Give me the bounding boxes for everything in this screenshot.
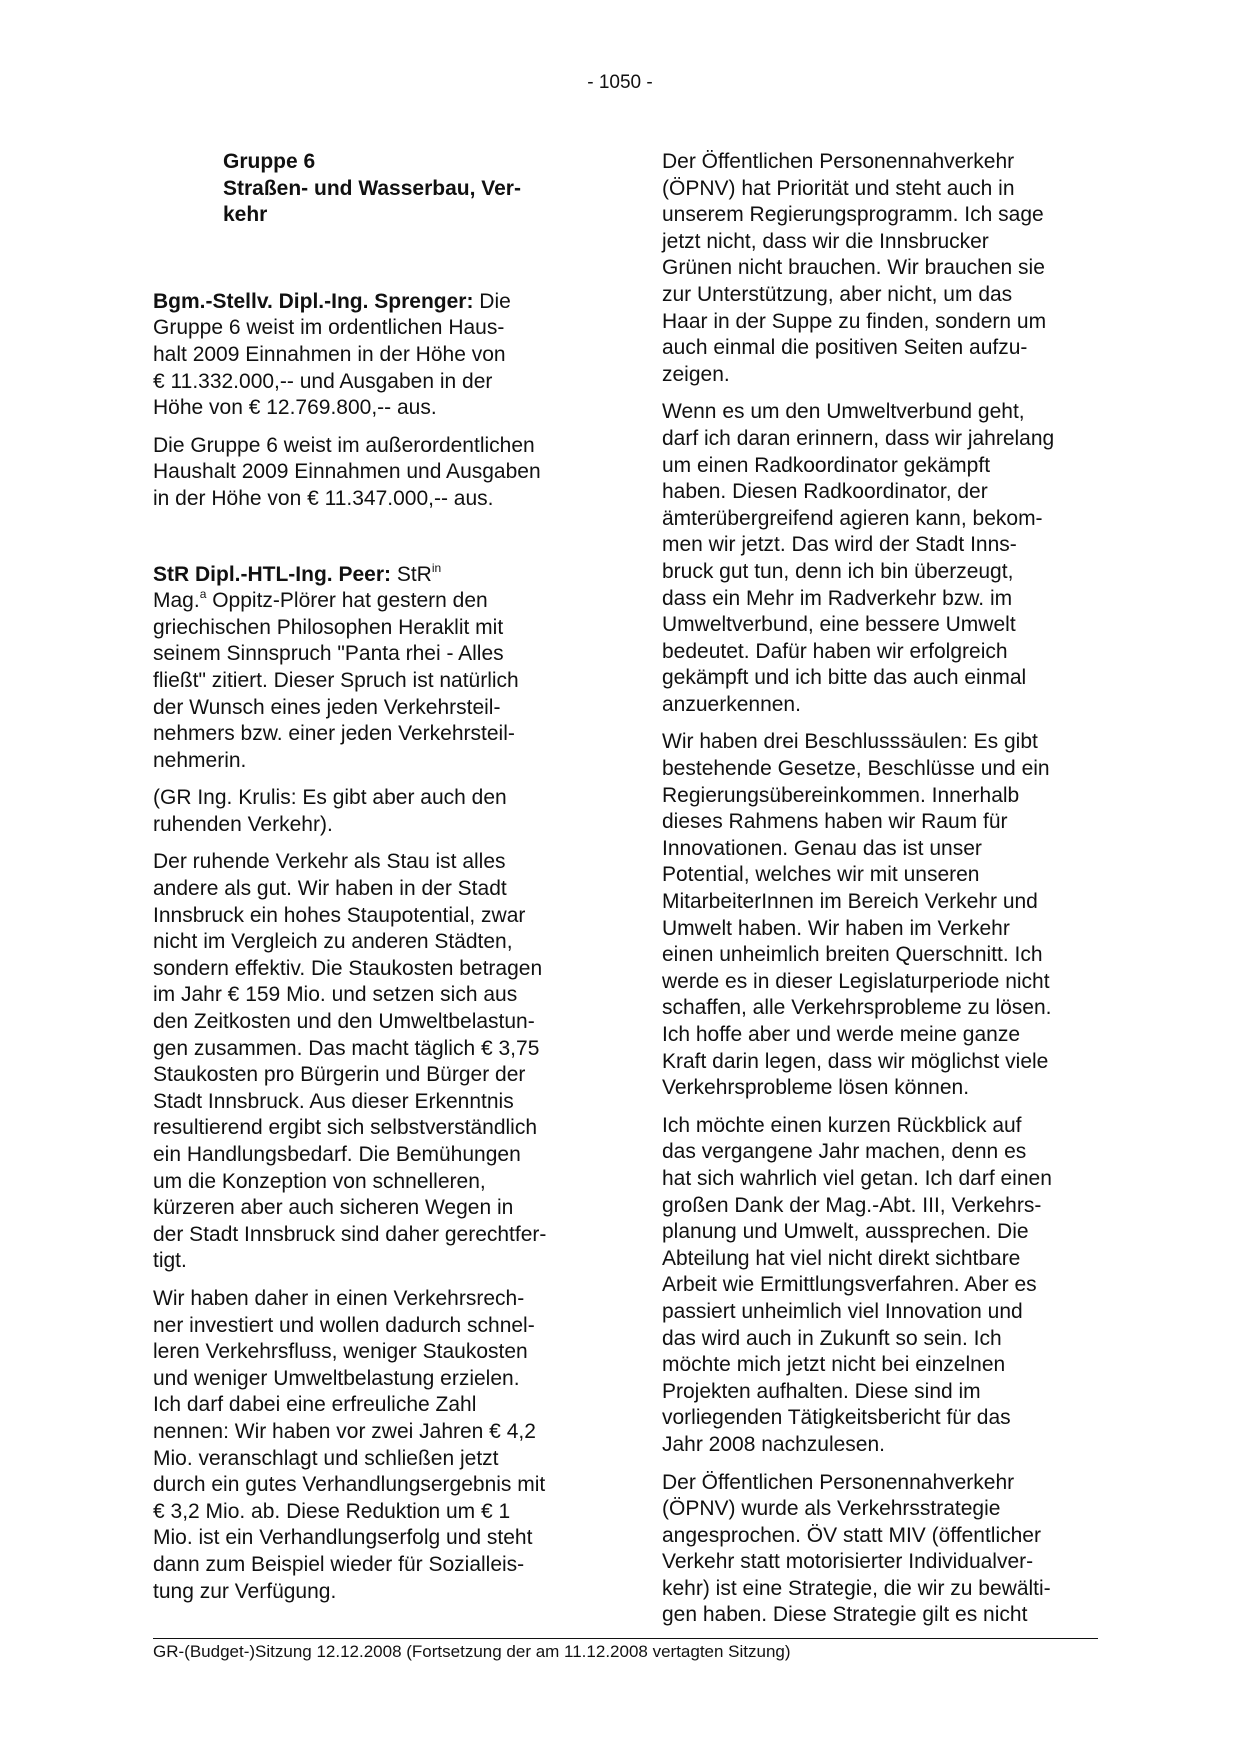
- review-paragraph: Ich möchte einen kurzen Rückblick auf das vergangene Jahr machen, denn es hat sich wahrlich viel getan. Ich darf einen großen Dank der Mag.-Abt. III, Verkehrs- planung und Umwelt, aussprechen. Die Abteilung hat viel nicht direkt sichtbare Arbeit wie Ermittlungsverfahren. Aber es passiert unheimlich viel Innovation und das wird auch in Zukunft so sein. Ich möchte mich jetzt nicht bei einzelnen Projekten aufhalten. Diese sind im vorliegenden Tätigkeitsbericht für das Jahr 2008 nachzulesen.: [662, 1113, 1052, 1456]
- page-footer: GR-(Budget-)Sitzung 12.12.2008 (Fortsetzung der am 11.12.2008 vertagten Sitzung): [153, 1642, 791, 1661]
- decision-pillars-paragraph: Wir haben drei Beschlusssäulen: Es gibt bestehende Gesetze, Beschlüsse und ein Regierungsübereinkommen. Innerhalb dieses Rahmens haben wir Raum für Innovationen. Genau das ist unser Potential, welches wir mit unseren MitarbeiterInnen im Bereich Verkehr und Umwelt haben. Wir haben im Verkehr einen unheimlich breiten Querschnitt. Ich werde es in dieser Legislaturperiode nicht schaffen, alle Verkehrsprobleme zu lösen. Ich hoffe aber und werde meine ganze Kraft darin legen, dass wir möglichst viele Verkehrsprobleme lösen können.: [662, 730, 1052, 1100]
- peer-paragraph: [153, 562, 593, 775]
- public-transport-paragraph: Der Öffentlichen Personennahverkehr (ÖPNV) hat Priorität und steht auch in unserem Regierungsprogramm. Ich sage jetzt nicht, dass wir die Innsbrucker Grünen nicht brauchen. Wir brauchen sie zur Unterstützung, aber nicht, um das Haar in der Suppe zu finden, sondern um auch einmal die positiven Seiten aufzu- zeigen.: [662, 150, 1047, 386]
- title-str: StR: [391, 562, 432, 586]
- section-heading: Gruppe 6 Straßen- und Wasserbau, Ver- kehr: [223, 150, 521, 227]
- left-column: [153, 149, 593, 1616]
- title-mag-superscript: a: [199, 587, 207, 602]
- sprenger-paragraph: [153, 289, 593, 422]
- environmental-alliance-paragraph: Wenn es um den Umweltverbund geht, darf ich daran erinnern, dass wir jahrelang um einen Radkoordinator gekämpft haben. Diesen Radkoordinator, der ämterübergreifend agieren kann, bekom- men wir jetzt. Das wird der Stadt Inns- bruck gut tun, denn ich bin überzeugt, dass ein Mehr im Radverkehr bzw. im Umweltverbund, eine bessere Umwelt bedeutet. Dafür haben wir erfolgreich gekämpft und ich bitte das auch einmal anzuerkennen.: [662, 400, 1055, 716]
- sprenger-text: Die Gruppe 6 weist im ordentlichen Haus- halt 2009 Einnahmen in der Höhe von € 11.332.000,-- und Ausgaben in der Höhe von € 12.769.800,-- aus.: [153, 289, 511, 420]
- transport-strategy-paragraph: Der Öffentlichen Personennahverkehr (ÖPNV) wurde als Verkehrsstrategie angesprochen. ÖV statt MIV (öffentlicher Verkehr statt motorisierter Individualver- kehr) ist eine Strategie, die wir zu bewälti- gen haben. Diese Strategie gilt es nicht: [662, 1470, 1051, 1627]
- interjection-paragraph: (GR Ing. Krulis: Es gibt aber auch den ruhenden Verkehr).: [153, 786, 507, 836]
- extraordinary-budget-paragraph: Die Gruppe 6 weist im außerordentlichen Haushalt 2009 Einnahmen und Ausgaben in der Höhe von € 11.347.000,-- aus.: [153, 433, 541, 510]
- peer-text: Oppitz-Plörer hat gestern den griechischen Philosophen Heraklit mit seinem Sinnspruch "Panta rhei - Alles fließt" zitiert. Dieser Spruch ist natürlich der Wunsch eines jeden Verkehrsteil- nehmers bzw. einer jeden Verkehrsteil- nehmerin.: [153, 589, 519, 772]
- traffic-congestion-paragraph: Der ruhende Verkehr als Stau ist alles andere als gut. Wir haben in der Stadt Innsbruck ein hohes Staupotential, zwar nicht im Vergleich zu anderen Städten, sondern effektiv. Die Staukosten betragen im Jahr € 159 Mio. und setzen sich aus den Zeitkosten und den Umweltbelastun- gen zusammen. Das macht täglich € 3,75 Staukosten pro Bürgerin und Bürger der Stadt Innsbruck. Aus dieser Erkenntnis resultierend ergibt sich selbstverständlich ein Handlungsbedarf. Die Bemühungen um die Konzeption von schnelleren, kürzeren aber auch sicheren Wegen in der Stadt Innsbruck sind daher gerechtfer- tigt.: [153, 850, 547, 1273]
- title-mag: Mag.: [153, 589, 200, 613]
- right-column: [662, 149, 1098, 1640]
- page-number: - 1050 -: [587, 72, 653, 93]
- traffic-computer-paragraph: Wir haben daher in einen Verkehrsrech- ner investiert und wollen dadurch schnel- leren Verkehrsfluss, weniger Staukosten und weniger Umweltbelastung erzielen. Ich darf dabei eine erfreuliche Zahl nennen: Wir haben vor zwei Jahren € 4,2 Mio. veranschlagt und schließen jetzt durch ein gutes Verhandlungsergebnis mit € 3,2 Mio. ab. Diese Reduktion um € 1 Mio. ist ein Verhandlungserfolg und steht dann zum Beispiel wieder für Sozialleis- tung zur Verfügung.: [153, 1286, 546, 1603]
- footer-divider: [153, 1638, 1098, 1639]
- title-str-superscript: in: [431, 560, 442, 575]
- speaker-name: Bgm.-Stellv. Dipl.-Ing. Sprenger:: [153, 289, 474, 313]
- speaker-name: StR Dipl.-HTL-Ing. Peer:: [153, 562, 391, 586]
